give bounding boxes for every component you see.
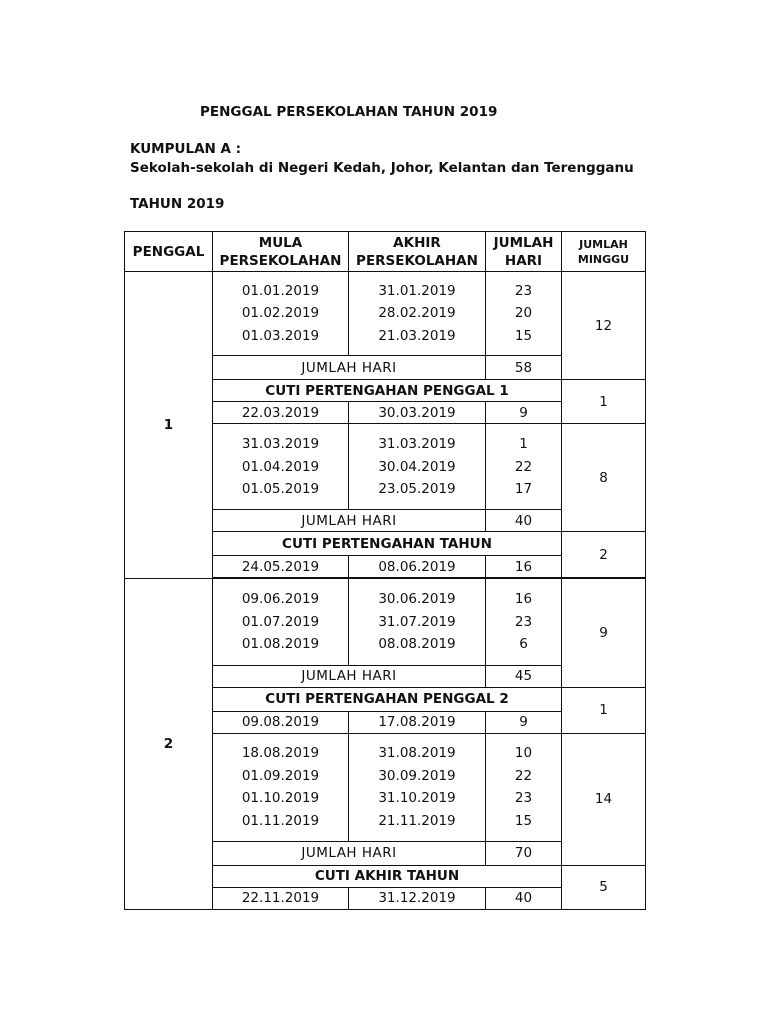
header-jumlah-line2: HARI bbox=[504, 252, 543, 269]
day-count: 15 bbox=[514, 327, 533, 344]
start-dates bbox=[213, 424, 349, 510]
end-date: 31.03.2019 bbox=[378, 436, 456, 453]
start-date: 01.02.2019 bbox=[241, 305, 320, 322]
header-jumlah-minggu bbox=[562, 232, 646, 272]
start-date: 31.03.2019 bbox=[241, 436, 320, 453]
penggal-1-label: 1 bbox=[125, 272, 213, 579]
day-count: 9 bbox=[486, 402, 562, 424]
start-date: 01.04.2019 bbox=[241, 458, 320, 475]
start-dates bbox=[213, 272, 349, 356]
end-date: 30.03.2019 bbox=[349, 402, 486, 424]
end-dates bbox=[349, 272, 486, 356]
header-akhir-line1: AKHIR bbox=[393, 234, 441, 251]
table-row bbox=[125, 579, 646, 665]
sum-label: JUMLAH HARI bbox=[213, 356, 486, 380]
end-date: 30.06.2019 bbox=[378, 591, 456, 608]
end-date: 30.04.2019 bbox=[378, 458, 456, 475]
sum-value: 40 bbox=[486, 510, 562, 532]
end-date: 31.07.2019 bbox=[378, 613, 456, 630]
header-mula bbox=[213, 232, 349, 272]
break-title: CUTI PERTENGAHAN PENGGAL 2 bbox=[213, 687, 562, 711]
day-count: 23 bbox=[514, 282, 533, 299]
end-date: 31.08.2019 bbox=[378, 745, 456, 762]
start-date: 01.11.2019 bbox=[241, 812, 320, 829]
day-count: 16 bbox=[486, 556, 562, 578]
day-count: 9 bbox=[486, 711, 562, 733]
end-date: 17.08.2019 bbox=[349, 711, 486, 733]
end-dates bbox=[349, 579, 486, 665]
weeks-count: 5 bbox=[562, 865, 646, 909]
start-date: 22.03.2019 bbox=[213, 402, 349, 424]
day-count: 20 bbox=[514, 305, 533, 322]
header-jumlah-line1: JUMLAH bbox=[493, 234, 554, 251]
end-date: 08.08.2019 bbox=[378, 636, 456, 653]
end-date: 30.09.2019 bbox=[378, 767, 456, 784]
start-date: 01.08.2019 bbox=[241, 636, 320, 653]
day-count: 23 bbox=[514, 790, 533, 807]
weeks-count: 12 bbox=[562, 272, 646, 380]
start-date: 18.08.2019 bbox=[241, 745, 320, 762]
end-dates bbox=[349, 733, 486, 841]
day-count: 40 bbox=[486, 887, 562, 909]
header-penggal: PENGGAL bbox=[125, 232, 213, 272]
document-title: PENGGAL PERSEKOLAHAN TAHUN 2019 bbox=[200, 104, 498, 120]
weeks-count: 2 bbox=[562, 532, 646, 578]
break-title: CUTI PERTENGAHAN PENGGAL 1 bbox=[213, 380, 562, 402]
weeks-count: 9 bbox=[562, 579, 646, 687]
start-date: 01.01.2019 bbox=[241, 282, 320, 299]
sum-label: JUMLAH HARI bbox=[213, 841, 486, 865]
group-label: KUMPULAN A : bbox=[130, 141, 242, 157]
sum-label: JUMLAH HARI bbox=[213, 665, 486, 687]
day-count: 17 bbox=[514, 481, 533, 498]
start-date: 09.06.2019 bbox=[241, 591, 320, 608]
day-count: 10 bbox=[514, 745, 533, 762]
weeks-count: 1 bbox=[562, 687, 646, 733]
start-date: 01.10.2019 bbox=[241, 790, 320, 807]
start-date: 24.05.2019 bbox=[213, 556, 349, 578]
header-jumlah-hari bbox=[486, 232, 562, 272]
day-count: 22 bbox=[514, 767, 533, 784]
table-row bbox=[125, 272, 646, 356]
states-line: Sekolah-sekolah di Negeri Kedah, Johor, Kelantan dan Terengganu bbox=[130, 160, 634, 176]
end-date: 28.02.2019 bbox=[378, 305, 456, 322]
end-date: 23.05.2019 bbox=[378, 481, 456, 498]
day-count: 16 bbox=[514, 591, 533, 608]
weeks-count: 14 bbox=[562, 733, 646, 865]
header-minggu-line1: JUMLAH bbox=[579, 237, 628, 251]
end-date: 21.03.2019 bbox=[378, 327, 456, 344]
start-date: 01.05.2019 bbox=[241, 481, 320, 498]
end-date: 21.11.2019 bbox=[378, 812, 456, 829]
start-date: 01.07.2019 bbox=[241, 613, 320, 630]
penggal-2-label: 2 bbox=[125, 579, 213, 910]
year-label: TAHUN 2019 bbox=[130, 196, 225, 212]
day-counts bbox=[486, 272, 562, 356]
start-date: 01.09.2019 bbox=[241, 767, 320, 784]
day-count: 22 bbox=[514, 458, 533, 475]
day-count: 1 bbox=[519, 436, 528, 453]
day-count: 23 bbox=[514, 613, 533, 630]
header-mula-line2: PERSEKOLAHAN bbox=[219, 252, 342, 269]
start-dates bbox=[213, 579, 349, 665]
header-mula-line1: MULA bbox=[258, 234, 303, 251]
start-date: 01.03.2019 bbox=[241, 327, 320, 344]
day-counts bbox=[486, 579, 562, 665]
start-date: 09.08.2019 bbox=[213, 711, 349, 733]
day-count: 15 bbox=[514, 812, 533, 829]
start-date: 22.11.2019 bbox=[213, 887, 349, 909]
end-date: 31.10.2019 bbox=[378, 790, 456, 807]
sum-value: 70 bbox=[486, 841, 562, 865]
break-title: CUTI AKHIR TAHUN bbox=[213, 865, 562, 887]
header-row bbox=[125, 232, 646, 272]
term-schedule-table bbox=[124, 231, 646, 910]
day-counts bbox=[486, 424, 562, 510]
start-dates bbox=[213, 733, 349, 841]
weeks-count: 8 bbox=[562, 424, 646, 532]
header-akhir bbox=[349, 232, 486, 272]
end-dates bbox=[349, 424, 486, 510]
header-minggu-line2: MINGGU bbox=[577, 252, 630, 266]
end-date: 31.12.2019 bbox=[349, 887, 486, 909]
header-akhir-line2: PERSEKOLAHAN bbox=[356, 252, 478, 269]
sum-value: 45 bbox=[486, 665, 562, 687]
sum-label: JUMLAH HARI bbox=[213, 510, 486, 532]
day-count: 6 bbox=[519, 636, 528, 653]
end-date: 31.01.2019 bbox=[378, 282, 456, 299]
end-date: 08.06.2019 bbox=[349, 556, 486, 578]
sum-value: 58 bbox=[486, 356, 562, 380]
weeks-count: 1 bbox=[562, 380, 646, 424]
break-title: CUTI PERTENGAHAN TAHUN bbox=[213, 532, 562, 556]
day-counts bbox=[486, 733, 562, 841]
